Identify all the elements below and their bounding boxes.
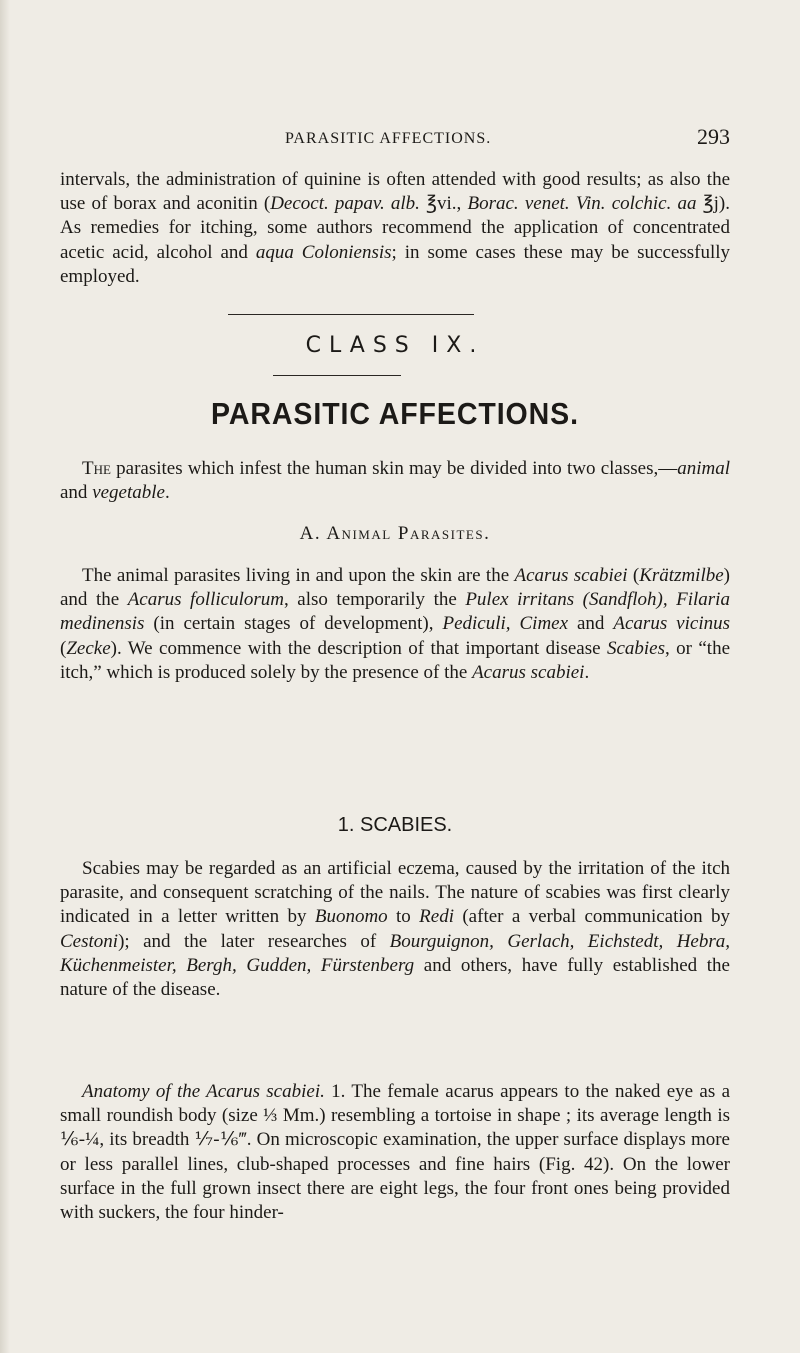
page-number: 293 [697,124,730,149]
scabies-heading: 1. SCABIES. [337,814,453,836]
running-title: PARASITIC AFFECTIONS. [285,130,492,147]
chapter-title: PARASITIC AFFECTIONS. [211,396,579,431]
scabies-paragraph: Scabies may be regarded as an artificial eczema, caused by the irritation of the itch parasite, and consequent scratching of the nails. The nature of scabies was first clearly indicated in a letter written by Buonomo to Redi (after a verbal communication by Cestoni); and the later researches of Bourguignon, Gerlach, Eichstedt, Hebra, Küchenmeister, Bergh, Gudden, Fürstenberg and others, have fully established the nature of the disease. [60,858,731,1001]
animal-parasites-paragraph: The animal parasites living in and upon the skin are the Acarus scabiei (Krätzmilbe) and the Acarus folliculorum, also temporarily the Pulex irritans (Sandfloh), Filaria medinensis (in certain stages of development), Pediculi, Cimex and Acarus vicinus (Zecke). We commence with the description of that important disease Scabies, or “the itch,” which is produced solely by the presence of the Acarus scabiei. [60,565,730,683]
anatomy-paragraph: Anatomy of the Acarus scabiei. 1. The female acarus appears to the naked eye as a small roundish body (size ⅓ Mm.) resembling a tortoise in shape ; its average length is ⅙-¼, its breadth ⅐-⅙‴. On microscopic examination, the upper surface displays more or less parallel lines, club-shaped processes and fine hairs (Fig. 42). On the lower surface in the full grown insect there are eight legs, the four front ones being provided with suckers, the four hinder- [60,1081,730,1224]
page-binding-shadow [0,0,10,1353]
divider-rule-bottom [273,375,401,376]
intro-paragraph: intervals, the administration of quinine is often attended with good results; as also the use of borax and aconitin (Decoct. papav. alb. ℥vi., Borac. venet. Vin. colchic. aa ℥j). As remedies for itching, some authors recommend the application of concentrated acetic acid, alcohol and aqua Coloniensis; in some cases these may be successfully employed. [60,169,731,287]
running-head [60,124,730,156]
divider-rule-top [228,314,474,315]
section-heading: A. Animal Parasites. [299,523,491,544]
division-paragraph: The parasites which infest the human skin may be divided into two classes,—animal and vegetable. [60,458,730,504]
class-heading: CLASS IX. [305,333,485,358]
